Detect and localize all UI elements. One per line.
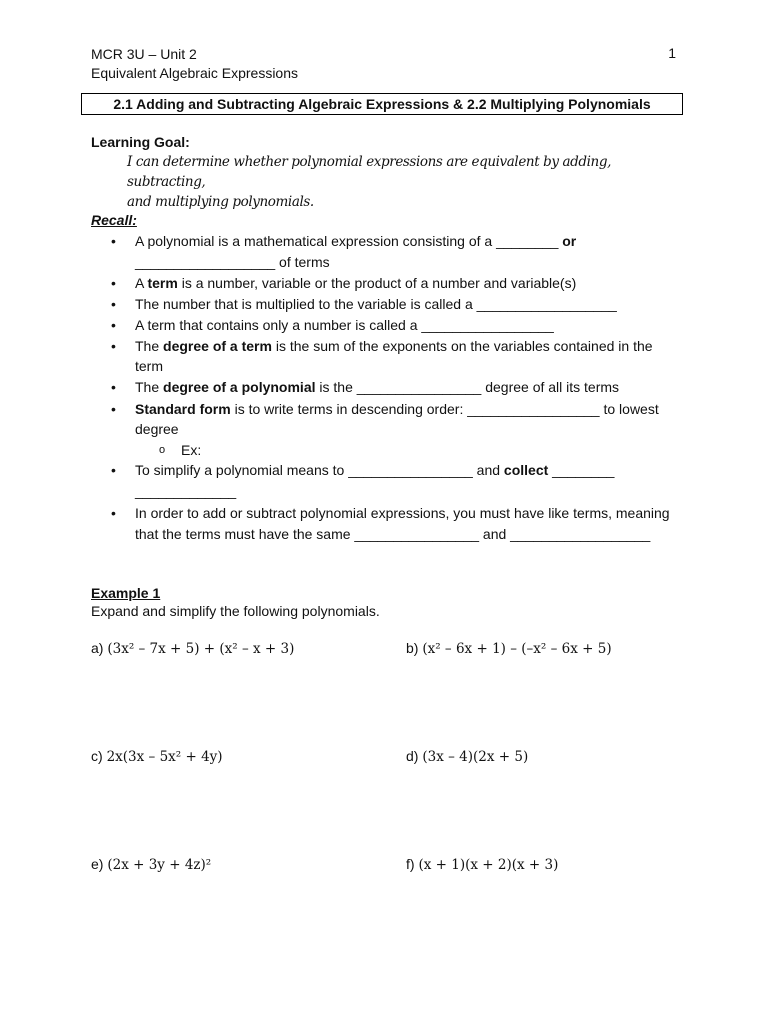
unit-subtitle: Equivalent Algebraic Expressions — [91, 65, 299, 81]
course-code: MCR 3U – Unit 2 — [91, 46, 197, 62]
recall-list — [107, 231, 677, 545]
problem-a — [91, 640, 294, 657]
problem-expression: (x² – 6x + 1) – (–x² – 6x + 5) — [422, 641, 612, 657]
learning-goal-text — [127, 152, 687, 212]
page-number: 1 — [668, 45, 676, 61]
learning-goal-line-1: I can determine whether polynomial expressions are equivalent by adding, subtracting, — [127, 154, 611, 190]
list-item: • A term that contains only a number is called a _________________ — [107, 315, 677, 336]
bullet: • — [111, 316, 116, 333]
bullet: • — [111, 505, 116, 522]
problem-expression: (2x + 3y + 4z)² — [107, 857, 212, 873]
sub-list-item: o Ex: — [159, 441, 202, 458]
list-item: • Standard form is to write terms in descending order: _________________ to lowest degree o Ex: — [107, 399, 677, 460]
learning-goal-line-2: and multiplying polynomials. — [127, 194, 314, 210]
problem-expression: 2x(3x – 5x² + 4y) — [106, 749, 223, 765]
bullet: • — [111, 274, 116, 291]
problem-label: b) — [406, 640, 423, 656]
problem-c — [91, 748, 223, 765]
problem-e — [91, 856, 211, 873]
lesson-title: 2.1 Adding and Subtracting Algebraic Expressions & 2.2 Multiplying Polynomials — [81, 93, 683, 115]
bullet: • — [111, 462, 116, 479]
problem-label: c) — [91, 748, 107, 764]
list-item: • The degree of a polynomial is the ________________ degree of all its terms — [107, 377, 677, 398]
problem-label: a) — [91, 640, 108, 656]
header-block — [91, 45, 298, 83]
list-item: • In order to add or subtract polynomial expressions, you must have like terms, meaning that the terms must have the same ________________ and __________________ — [111, 505, 670, 542]
problem-expression: (3x² – 7x + 5) + (x² – x + 3) — [107, 641, 295, 657]
recall-heading: Recall: — [91, 212, 137, 228]
problem-expression: (3x – 4)(2x + 5) — [422, 749, 529, 765]
problem-d — [406, 748, 528, 765]
bullet: • — [111, 233, 116, 249]
bullet: • — [111, 379, 116, 396]
problem-label: f) — [406, 856, 419, 872]
problem-b — [406, 640, 612, 657]
example-description: Expand and simplify the following polynomials. — [91, 603, 380, 619]
bullet: • — [111, 400, 116, 417]
bullet: • — [111, 295, 116, 312]
problem-f — [406, 856, 558, 873]
list-item: • The degree of a term is the sum of the exponents on the variables contained in the term — [111, 337, 653, 375]
learning-goal-label: Learning Goal: — [91, 134, 190, 150]
list-item: • The number that is multiplied to the variable is called a __________________ — [107, 294, 677, 315]
problem-label: e) — [91, 856, 108, 872]
list-item: • A polynomial is a mathematical expression consisting of a ________ or __________________ of terms — [111, 233, 577, 270]
bullet: • — [111, 337, 116, 354]
example-title: Example 1 — [91, 585, 161, 601]
sub-bullet: o — [159, 443, 166, 456]
list-item: • To simplify a polynomial means to ________________ and collect ________ _____________ — [111, 462, 615, 499]
problem-expression: (x + 1)(x + 2)(x + 3) — [418, 857, 559, 873]
list-item: • A term is a number, variable or the product of a number and variable(s) — [107, 273, 677, 294]
problem-label: d) — [406, 748, 423, 764]
